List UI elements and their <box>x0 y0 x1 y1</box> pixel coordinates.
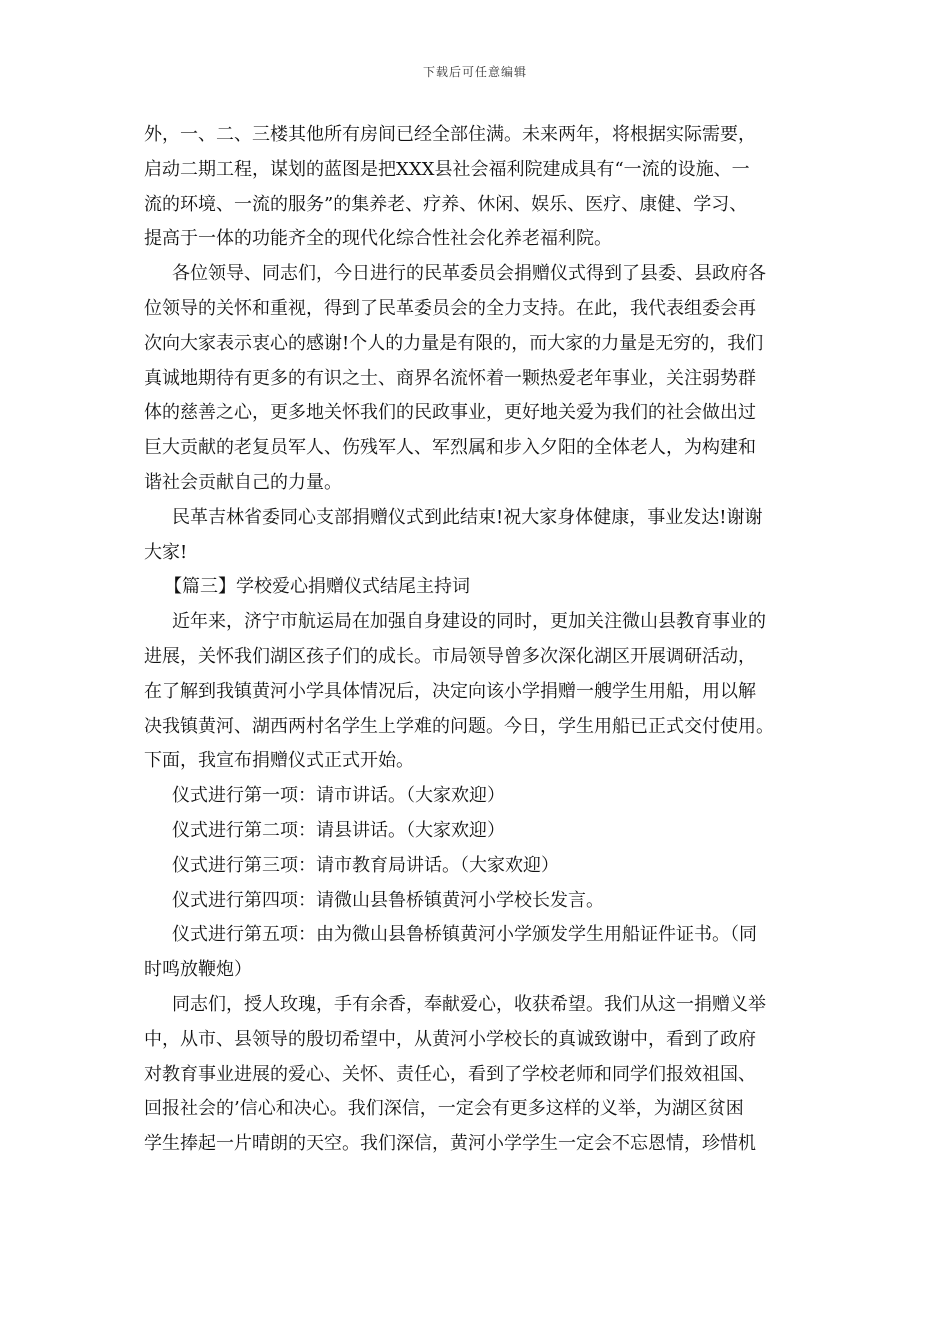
header-note: 下载后可任意编辑 <box>422 65 527 79</box>
document-body <box>144 118 820 1162</box>
text-line: 回报社会的’信心和决心。我们深信，一定会有更多这样的义举，为湖区贫困 <box>144 1098 744 1120</box>
text-line: 流的环境、一流的服务”的集养老、疗养、休闲、娱乐、医疗、康健、学习、 <box>144 193 748 215</box>
text-line: 仪式进行第二项：请县讲话。（大家欢迎） <box>172 819 505 841</box>
text-line: 近年来，济宁市航运局在加强自身建设的同时，更加关注微山县教育事业的 <box>172 611 766 633</box>
text-line: 各位领导、同志们，今日进行的民革委员会捐赠仪式得到了县委、县政府各 <box>172 263 766 285</box>
text-line: 启动二期工程，谋划的蓝图是把XXX县社会福利院建成具有“一流的设施、一 <box>144 158 750 180</box>
text-line: 谐社会贡献自己的力量。 <box>144 471 342 493</box>
text-line: 仪式进行第三项：请市教育局讲话。（大家欢迎） <box>172 854 559 876</box>
text-line: 真诚地期待有更多的有识之士、商界名流怀着一颗热爱老年事业，关注弱势群 <box>144 367 756 389</box>
text-line: 对教育事业进展的爱心、关怀、责任心，看到了学校老师和同学们报效祖国、 <box>144 1063 756 1085</box>
text-line: 中，从市、县领导的殷切希望中，从黄河小学校长的真诚致谢中，看到了政府 <box>144 1028 756 1050</box>
text-line: 同志们，授人玫瑰，手有余香，奉献爱心，收获希望。我们从这一捐赠义举 <box>172 993 766 1015</box>
text-line: 仪式进行第五项：由为微山县鲁桥镇黄河小学颁发学生用船证件证书。（同 <box>172 924 757 946</box>
text-line: 进展，关怀我们湖区孩子们的成长。市局领导曾多次深化湖区开展调研活动， <box>144 645 756 667</box>
text-line: 民革吉林省委同心支部捐赠仪式到此结束!祝大家身体健康，事业发达!谢谢 <box>172 506 763 528</box>
text-line: 体的慈善之心，更多地关怀我们的民政事业，更好地关爱为我们的社会做出过 <box>144 402 756 424</box>
text-line: 提高于一体的功能齐全的现代化综合性社会化养老福利院。 <box>144 228 612 250</box>
text-line: 决我镇黄河、湖西两村名学生上学难的问题。今日，学生用船已正式交付使用。 <box>144 715 774 737</box>
section-heading: 【篇三】学校爱心捐赠仪式结尾主持词 <box>164 576 470 598</box>
text-line: 下面，我宣布捐赠仪式正式开始。 <box>144 750 414 772</box>
text-line: 学生捧起一片晴朗的天空。我们深信，黄河小学学生一定会不忘恩情，珍惜机 <box>144 1133 756 1155</box>
text-line: 外，一、二、三楼其他所有房间已经全部住满。未来两年，将根据实际需要， <box>144 124 756 145</box>
text-line: 次向大家表示衷心的感谢!个人的力量是有限的，而大家的力量是无穷的，我们 <box>144 332 764 354</box>
text-line: 在了解到我镇黄河小学具体情况后，决定向该小学捐赠一艘学生用船，用以解 <box>144 680 756 702</box>
text-line: 位领导的关怀和重视，得到了民革委员会的全力支持。在此，我代表组委会再 <box>144 297 756 319</box>
text-line: 大家! <box>144 541 188 563</box>
text-line: 仪式进行第一项：请市讲话。（大家欢迎） <box>172 785 505 807</box>
text-line: 巨大贡献的老复员军人、伤残军人、军烈属和步入夕阳的全体老人，为构建和 <box>144 437 756 459</box>
text-line: 仪式进行第四项：请微山县鲁桥镇黄河小学校长发言。 <box>172 889 604 911</box>
text-line: 时鸣放鞭炮） <box>144 959 252 981</box>
